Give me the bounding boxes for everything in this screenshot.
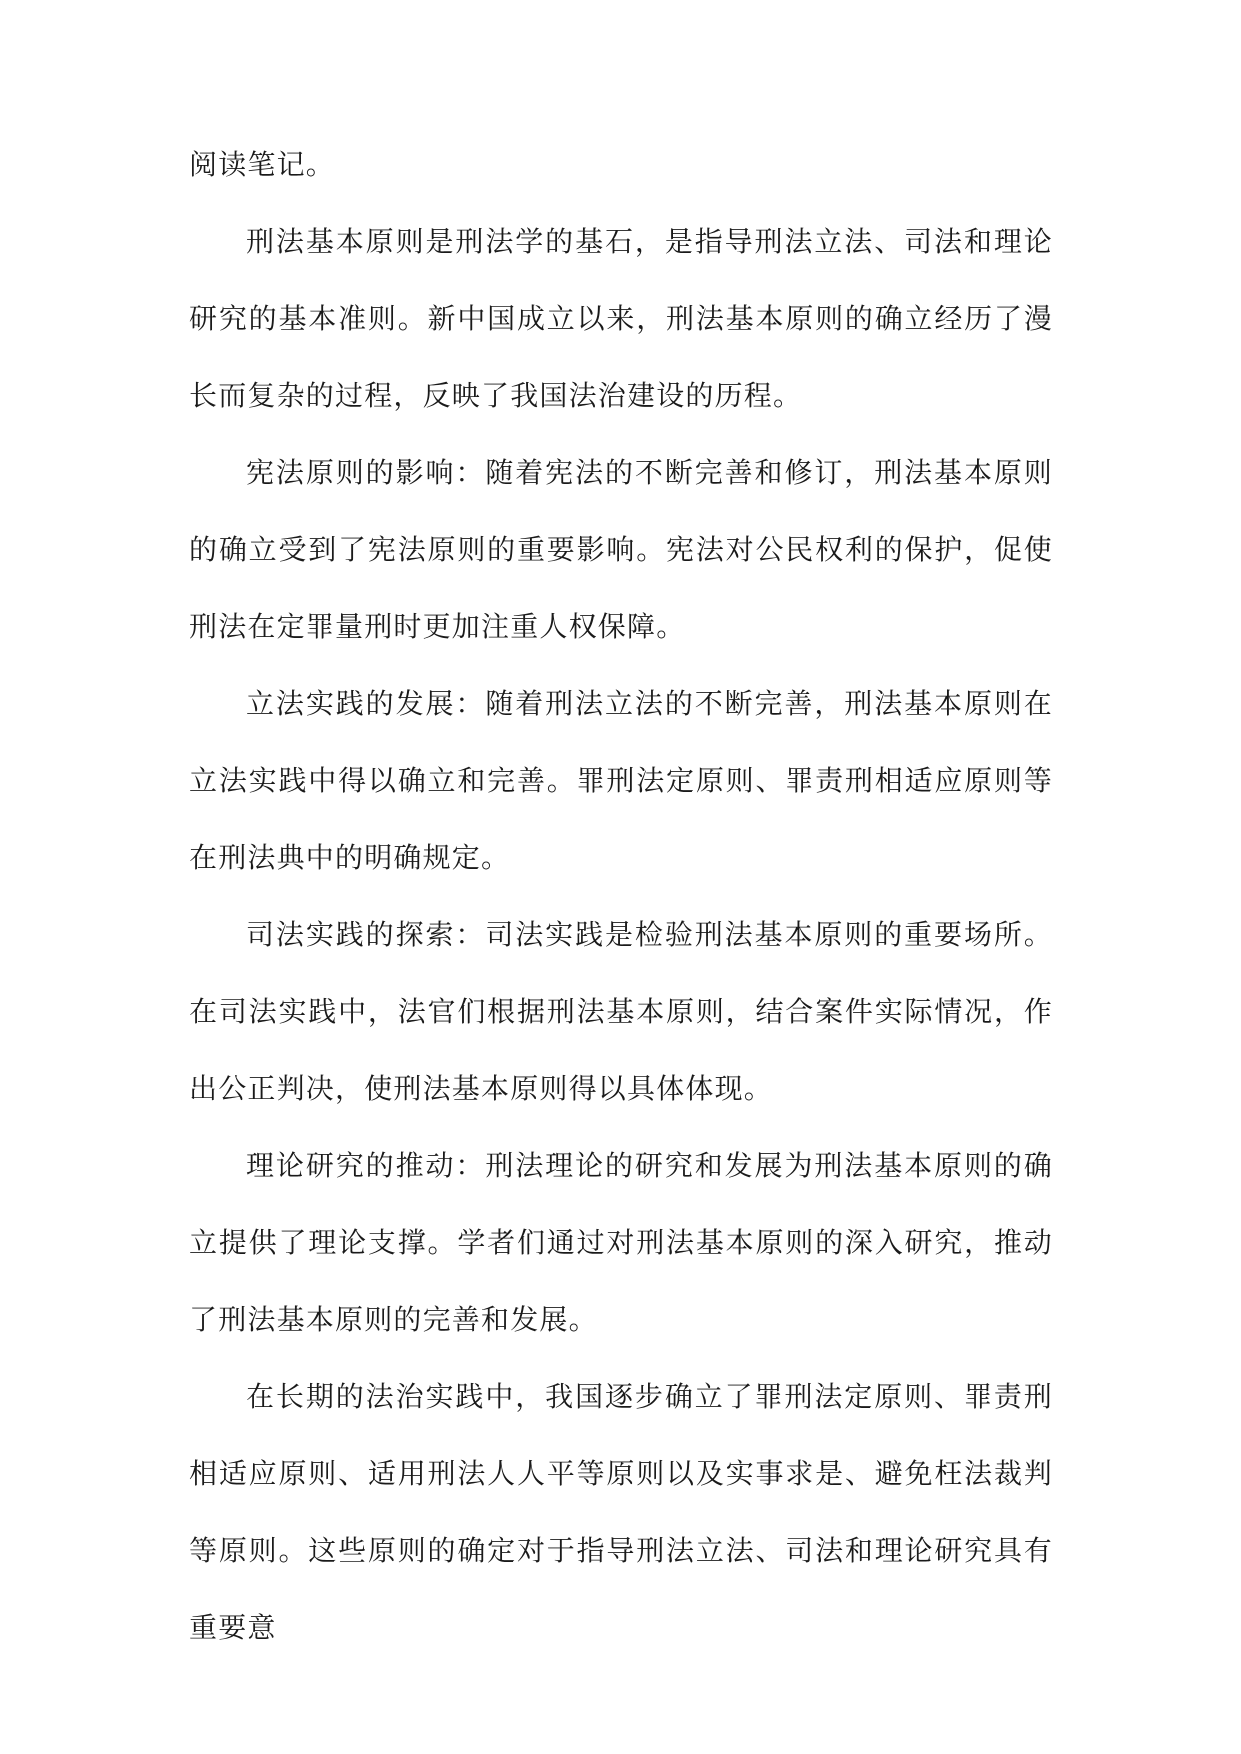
paragraph-3: 宪法原则的影响：随着宪法的不断完善和修订，刑法基本原则的确立受到了宪法原则的重要影响。宪法对公民权利的保护，促使刑法在定罪量刑时更加注重人权保障。 — [189, 456, 1053, 643]
paragraph-5: 司法实践的探索：司法实践是检验刑法基本原则的重要场所。在司法实践中，法官们根据刑法基本原则，结合案件实际情况，作出公正判决，使刑法基本原则得以具体体现。 — [189, 918, 1053, 1105]
paragraph-2: 刑法基本原则是刑法学的基石，是指导刑法立法、司法和理论研究的基本准则。新中国成立以来，刑法基本原则的确立经历了漫长而复杂的过程，反映了我国法治建设的历程。 — [189, 225, 1053, 412]
paragraph-1: 阅读笔记。 — [189, 148, 336, 181]
paragraph-4: 立法实践的发展：随着刑法立法的不断完善，刑法基本原则在立法实践中得以确立和完善。罪刑法定原则、罪责刑相适应原则等在刑法典中的明确规定。 — [189, 687, 1053, 874]
paragraph-6: 理论研究的推动：刑法理论的研究和发展为刑法基本原则的确立提供了理论支撑。学者们通过对刑法基本原则的深入研究，推动了刑法基本原则的完善和发展。 — [189, 1149, 1053, 1336]
paragraph-7: 在长期的法治实践中，我国逐步确立了罪刑法定原则、罪责刑相适应原则、适用刑法人人平等原则以及实事求是、避免枉法裁判等原则。这些原则的确定对于指导刑法立法、司法和理论研究具有重要意 — [189, 1380, 1053, 1644]
document-body — [189, 126, 1053, 1666]
